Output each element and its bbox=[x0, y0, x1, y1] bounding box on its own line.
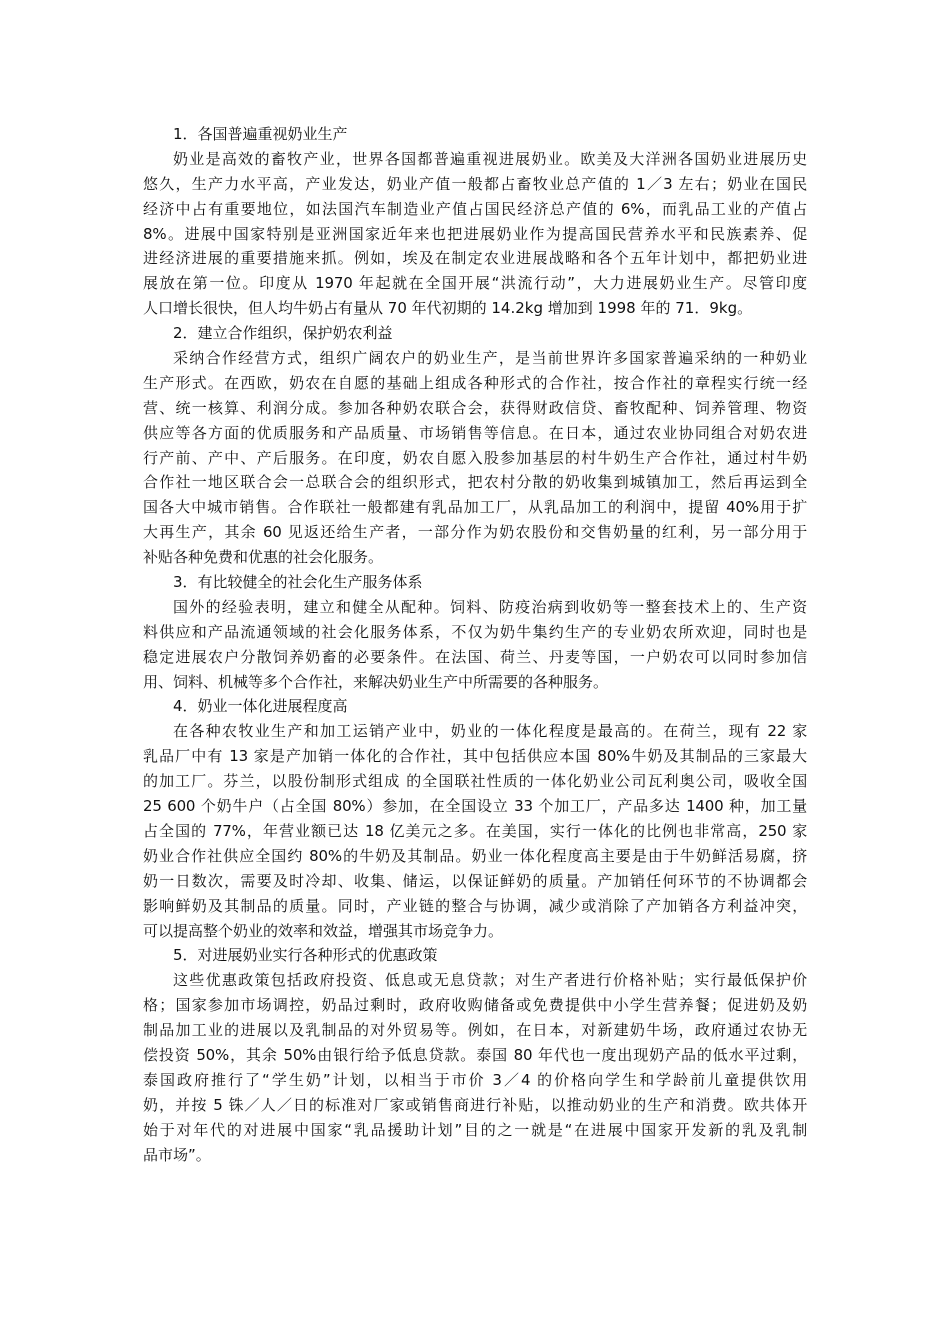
paragraph-line: 乳品厂中有 13 家是产加销一体化的合作社，其中包括供应本国 80%牛奶及其制品的三家最大 bbox=[143, 747, 807, 766]
section-paragraph bbox=[143, 719, 807, 943]
paragraph-line: 影响鲜奶及其制品的质量。同时，产业链的整合与协调，减少或消除了产加销各方利益冲突， bbox=[143, 896, 807, 915]
paragraph-line: 用、饲料、机械等多个合作社，来解决奶业生产中所需要的各种服务。 bbox=[143, 672, 609, 691]
paragraph-line: 制品加工业的进展以及乳制品的对外贸易等。例如，在日本，对新建奶牛场，政府通过农协无 bbox=[143, 1021, 807, 1040]
paragraph-line: 奶，并按 5 铢／人／日的标准对厂家或销售商进行补贴，以推动奶业的生产和消费。欧共体开 bbox=[143, 1095, 807, 1114]
section-heading bbox=[143, 570, 807, 595]
paragraph-line: 人口增长很快，但人均牛奶占有量从 70 年代初期的 14.2kg 增加到 1998 年的 71．9kg。 bbox=[143, 299, 753, 318]
paragraph-line: 始于对年代的对进展中国家“乳品援助计划”目的之一就是“在进展中国家开发新的乳及乳制 bbox=[143, 1120, 807, 1139]
paragraph-line: 悠久，生产力水平高，产业发达，奶业产值一般都占畜牧业总产值的 1／3 左右；奶业在国民 bbox=[143, 174, 807, 193]
section-paragraph bbox=[143, 346, 807, 570]
paragraph-line: 展放在第一位。印度从 1970 年起就在全国开展“洪流行动”，大力进展奶业生产。尽管印度 bbox=[143, 274, 807, 293]
paragraph-line: 行产前、产中、产后服务。在印度，奶农自愿入股参加基层的村牛奶生产合作社，通过村牛奶 bbox=[143, 448, 807, 467]
section-heading bbox=[143, 694, 807, 719]
section-heading bbox=[143, 943, 807, 968]
document-page bbox=[143, 122, 807, 1167]
section-heading bbox=[143, 122, 807, 147]
paragraph-line: 经济中占有重要地位，如法国汽车制造业产值占国民经济总产值的 6%，而乳品工业的产值占 bbox=[143, 199, 807, 218]
paragraph-line: 偿投资 50%，其余 50%由银行给予低息贷款。泰国 80 年代也一度出现奶产品的低水平过剩， bbox=[143, 1045, 807, 1064]
paragraph-line: 进经济进展的重要措施来抓。例如，埃及在制定农业进展战略和各个五年计划中，都把奶业进 bbox=[143, 249, 807, 268]
paragraph-line: 采纳合作经营方式，组织广阔农户的奶业生产，是当前世界许多国家普遍采纳的一种奶业 bbox=[173, 349, 807, 368]
paragraph-line: 国各大中城市销售。合作联社一般都建有乳品加工厂，从乳品加工的利润中，提留 40%用于扩 bbox=[143, 498, 807, 517]
paragraph-line: 这些优惠政策包括政府投资、低息或无息贷款；对生产者进行价格补贴；实行最低保护价 bbox=[173, 971, 807, 990]
paragraph-line: 营、统一核算、利润分成。参加各种奶农联合会，获得财政信贷、畜牧配种、饲养管理、物资 bbox=[143, 398, 807, 417]
paragraph-line: 料供应和产品流通领域的社会化服务体系，不仅为奶牛集约生产的专业奶农所欢迎，同时也是 bbox=[143, 622, 807, 641]
paragraph-line: 稳定进展农户分散饲养奶畜的必要条件。在法国、荷兰、丹麦等国，一户奶农可以同时参加信 bbox=[143, 647, 807, 666]
section-paragraph bbox=[143, 147, 807, 321]
paragraph-line: 8%。进展中国家特别是亚洲国家近年来也把进展奶业作为提高国民营养水平和民族素养、促 bbox=[143, 224, 807, 243]
paragraph-line: 供应等各方面的优质服务和产品质量、市场销售等信息。在日本，通过农业协同组合对奶农进 bbox=[143, 423, 807, 442]
paragraph-line: 可以提高整个奶业的效率和效益，增强其市场竞争力。 bbox=[143, 921, 504, 940]
paragraph-line: 补贴各种免费和优惠的社会化服务。 bbox=[143, 548, 384, 567]
paragraph-line: 25 600 个奶牛户（占全国 80%）参加，在全国设立 33 个加工厂，产品多达 1400 种，加工量 bbox=[143, 797, 807, 816]
paragraph-line: 国外的经验表明，建立和健全从配种。饲料、防疫治病到收奶等一整套技术上的、生产资 bbox=[173, 597, 807, 616]
paragraph-line: 的加工厂。芬兰，以股份制形式组成 的全国联社性质的一体化奶业公司瓦利奥公司，吸收全国 bbox=[143, 772, 807, 791]
section-paragraph bbox=[143, 968, 807, 1167]
heading-line: 4．奶业一体化进展程度高 bbox=[173, 697, 348, 716]
paragraph-line: 奶业合作社供应全国约 80%的牛奶及其制品。奶业一体化程度高主要是由于牛奶鲜活易腐，挤 bbox=[143, 846, 807, 865]
paragraph-line: 大再生产，其余 60 见返还给生产者，一部分作为奶农股份和交售奶量的红利，另一部分用于 bbox=[143, 523, 807, 542]
paragraph-line: 生产形式。在西欧，奶农在自愿的基础上组成各种形式的合作社，按合作社的章程实行统一经 bbox=[143, 373, 807, 392]
paragraph-line: 泰国政府推行了“学生奶”计划，以相当于市价 3／4 的价格向学生和学龄前儿童提供饮用 bbox=[143, 1070, 807, 1089]
paragraph-line: 奶一日数次，需要及时冷却、收集、储运，以保证鲜奶的质量。产加销任何环节的不协调都会 bbox=[143, 871, 807, 890]
paragraph-line: 合作社一地区联合会一总联合会的组织形式，把农村分散的奶收集到城镇加工，然后再运到全 bbox=[143, 473, 807, 492]
heading-line: 3．有比较健全的社会化生产服务体系 bbox=[173, 573, 423, 592]
section-paragraph bbox=[143, 595, 807, 695]
heading-line: 5．对进展奶业实行各种形式的优惠政策 bbox=[173, 946, 438, 965]
paragraph-line: 在各种农牧业生产和加工运销产业中，奶业的一体化程度是最高的。在荷兰，现有 22 家 bbox=[173, 722, 807, 741]
paragraph-line: 格；国家参加市场调控，奶品过剩时，政府收购储备或免费提供中小学生营养餐；促进奶及奶 bbox=[143, 996, 807, 1015]
heading-line: 2．建立合作组织，保护奶农利益 bbox=[173, 324, 393, 343]
section-heading bbox=[143, 321, 807, 346]
paragraph-line: 奶业是高效的畜牧产业，世界各国都普遍重视进展奶业。欧美及大洋洲各国奶业进展历史 bbox=[173, 149, 807, 168]
paragraph-line: 品市场”。 bbox=[143, 1145, 211, 1164]
paragraph-line: 占全国的 77%，年营业额已达 18 亿美元之多。在美国，实行一体化的比例也非常高，250 家 bbox=[143, 821, 807, 840]
heading-line: 1．各国普遍重视奶业生产 bbox=[173, 125, 348, 143]
